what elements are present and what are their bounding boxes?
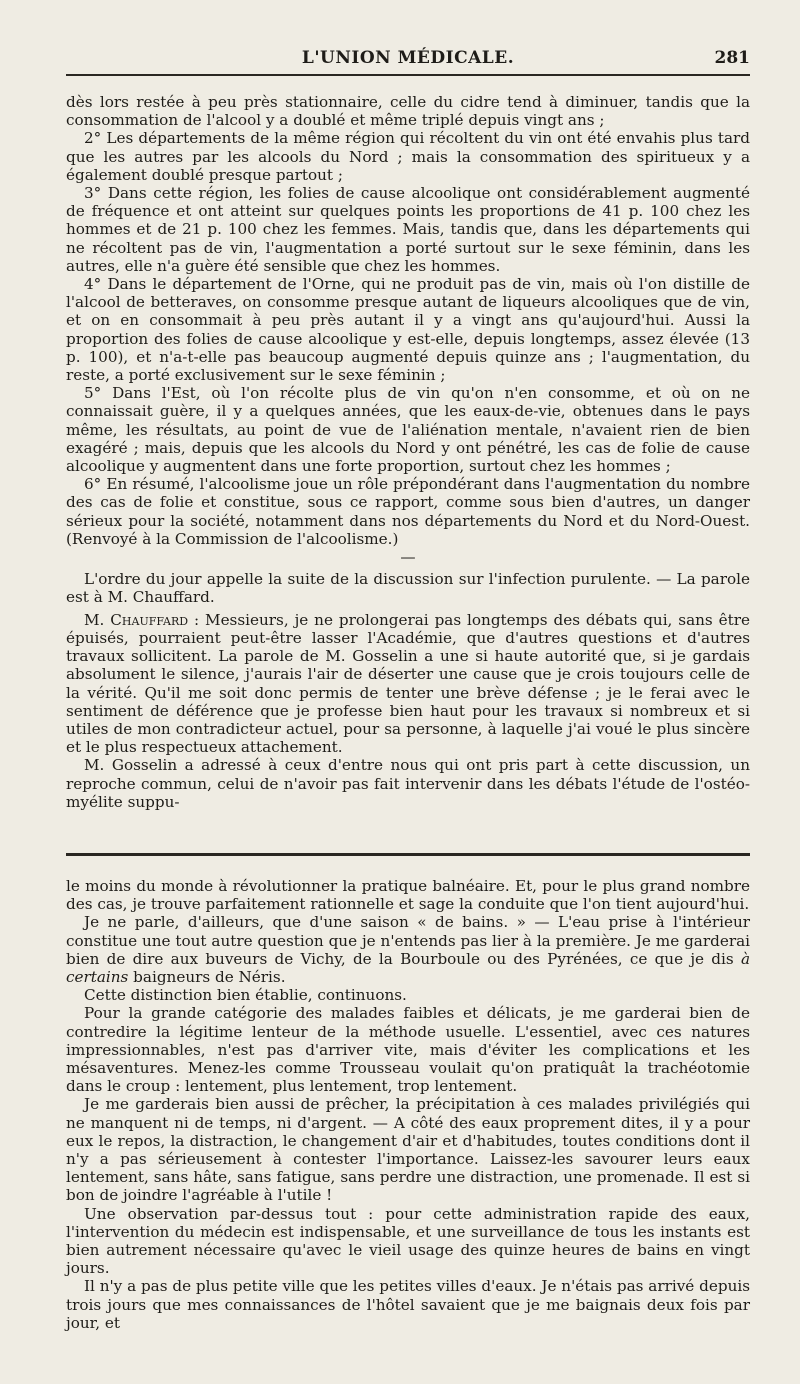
- feuilleton-rule: [66, 853, 750, 856]
- emphasis: à certains: [66, 949, 750, 987]
- paragraph: 5° Dans l'Est, où l'on récolte plus de vin qu'on n'en consomme, et où on ne connaissait guère, il y a quelques années, que les eaux-de-vie, obtenues dans le pays même, les résultats, au point de vue de l'aliénation mentale, n'avaient rien de bien exagéré ; mais, depuis que les alcools du Nord y ont pénétré, les cas de folie de cause alcoolique y augmentent dans une forte proportion, surtout chez les hommes ;: [66, 384, 750, 476]
- paragraph: dès lors restée à peu près stationnaire, celle du cidre tend à diminuer, tandis que la consommation de l'alcool y a doublé et même triplé depuis vingt ans ;: [66, 93, 750, 130]
- paragraph: Je me garderais bien aussi de prêcher, la précipitation à ces malades privilégiés qui ne manquent ni de temps, ni d'argent. — A côté des eaux proprement dites, il y a pour eux le repos, la distraction, le changement d'air et d'habitudes, toutes conditions dont il n'y a pas sérieusement à contester l'importance. Laissez-les savourer leurs eaux lentement, sans hâte, sans fatigue, sans perdre une distraction, une promenade. Il est si bon de joindre l'agréable à l'utile !: [66, 1095, 750, 1205]
- paragraph: M. Gosselin a adressé à ceux d'entre nous qui ont pris part à cette discussion, un reproche commun, celui de n'avoir pas fait intervenir dans les débats l'étude de l'ostéo-myélite suppu-: [66, 756, 750, 811]
- speech-text: : Messieurs, je ne prolongerai pas longtemps des débats qui, sans être épuisés, pourraient peut-être lasser l'Académie, que d'autres questions et d'autres travaux sollicitent. La parole de M. Gosselin a une si haute autorité que, si je gardais absolument le silence, j'aurais l'air de déserter une cause que je crois toujours celle de la vérité. Qu'il me soit donc permis de tenter une brève défense ; je le ferai avec le sentiment de déférence que je professe bien haut pour les travaux si nombreux et si utiles de mon contradicteur actuel, pour sa personne, à laquelle j'ai voué le plus sincère et le plus respectueux attachement.: [66, 610, 750, 757]
- paragraph: Cette distinction bien établie, continuons.: [84, 986, 407, 1005]
- header-rule: [66, 74, 750, 76]
- paragraph: Il n'y a pas de plus petite ville que les petites villes d'eaux. Je n'étais pas arrivé depuis trois jours que mes connaissances de l'hôtel savaient que je me baignais deux fois par jour, et: [66, 1277, 750, 1332]
- paragraph: L'ordre du jour appelle la suite de la discussion sur l'infection purulente. — La parole est à M. Chauffard.: [66, 570, 750, 607]
- upper-article: [66, 93, 750, 811]
- paragraph: Pour la grande catégorie des malades faibles et délicats, je me garderai bien de contredire la légitime lenteur de la méthode usuelle. L'essentiel, avec ces natures impressionnables, n'est pas d'arriver vite, mais d'éviter les complications et les mésaventures. Menez-les comme Trousseau voulait qu'on pratiquât la trachéotomie dans le croup : lentement, plus lentement, trop lentement.: [66, 1004, 750, 1096]
- running-title: L'UNION MÉDICALE.: [301, 48, 515, 68]
- speaker-name: M. Chauffard: [84, 610, 189, 629]
- page-header: [66, 48, 750, 76]
- section-divider: —: [400, 548, 416, 567]
- paragraph: 3° Dans cette région, les folies de cause alcoolique ont considérablement augmenté de fréquence et ont atteint sur quelques points les proportions de 41 p. 100 chez les hommes et de 21 p. 100 chez les femmes. Mais, tandis que, dans les départements qui ne récoltent pas de vin, l'augmentation a porté surtout sur le sexe féminin, dans les autres, elle n'a guère été sensible que chez les hommes.: [66, 184, 750, 275]
- paragraph: 4° Dans le département de l'Orne, qui ne produit pas de vin, mais où l'on distille de l'alcool de betteraves, on consomme presque autant de liqueurs alcooliques que de vin, et on en consommait à peu près autant il y a vingt ans qu'aujourd'hui. Aussi la proportion des folies de cause alcoolique y est-elle, depuis longtemps, assez élevée (13 p. 100), et n'a-t-elle pas beaucoup augmenté depuis quinze ans ; l'augmentation, du reste, a porté exclusivement sur le sexe féminin ;: [66, 275, 750, 385]
- feuilleton-article: [66, 877, 750, 1332]
- paragraph: 2° Les départements de la même région qui récoltent du vin ont été envahis plus tard que les autres par les alcools du Nord ; mais la consommation des spiritueux y a également doublé presque partout ;: [66, 129, 750, 184]
- paragraph: Une observation par-dessus tout : pour cette administration rapide des eaux, l'intervention du médecin est indispensable, et une surveillance de tous les instants est bien autrement nécessaire qu'avec le vieil usage des quinze heures de bains en vingt jours.: [66, 1204, 750, 1278]
- speech-paragraph: [66, 611, 750, 757]
- page-number: 281: [714, 48, 750, 68]
- paragraph: Je ne parle, d'ailleurs, que d'une saison « de bains. » — L'eau prise à l'intérieur constitue une tout autre question que je n'entends pas lier à la première. Je me garderai bien de dire aux buveurs de Vichy, de la Bourboule ou des Pyrénées, ce que je dis à certains baigneurs de Néris.: [66, 913, 750, 987]
- paragraph: 6° En résumé, l'alcoolisme joue un rôle prépondérant dans l'augmentation du nombre des cas de folie et constitue, sous ce rapport, comme sous bien d'autres, un danger sérieux pour la société, notamment dans nos départements du Nord et du Nord-Ouest. (Renvoyé à la Commission de l'alcoolisme.): [66, 475, 750, 548]
- paragraph: le moins du monde à révolutionner la pratique balnéaire. Et, pour le plus grand nombre des cas, je trouve parfaitement rationnelle et sage la conduite que l'on tient aujourd'hui.: [66, 877, 750, 914]
